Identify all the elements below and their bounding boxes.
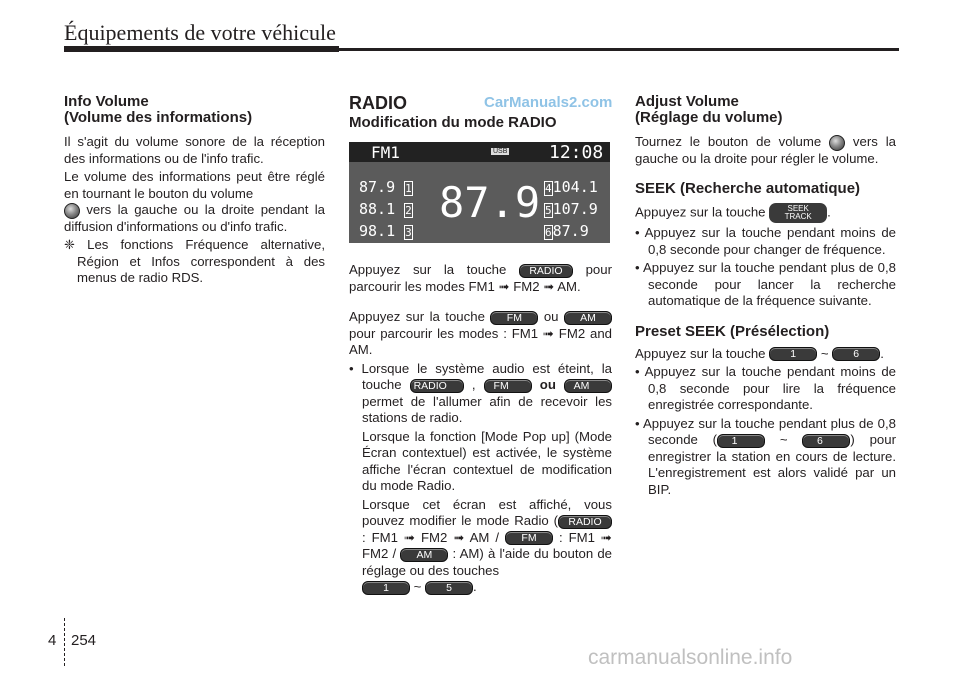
preset-bullet-2: • Appuyez sur la touche pendant plus de 0,8 seconde ( 1 ~ 6 ) pour enregistrer la station en cours de lecture. L'enregistrement est alors validé par un BIP. (635, 415, 896, 497)
info-volume-p2: Le volume des informations peut être réglé en tournant le bouton du volume vers la gauche ou la droite pendant la diffusion d'informations ou d'info trafic. (64, 169, 325, 234)
radio-key-2: RADIO (410, 379, 464, 393)
radio-p1: Appuyez sur la touche RADIO pour parcourir les modes FM1 ➟ FM2 ➟ AM. (349, 262, 612, 294)
radio-indent-2: Lorsque cet écran est affiché, vous pouvez modifier le mode Radio ( RADIO : FM1 ➟ FM2 ➟ AM / FM : FM1 ➟ FM2 / AM : AM) à l'aide du bouton de réglage ou des touches 1 ~ 5 . (362, 496, 612, 594)
right-column (635, 94, 896, 500)
info-volume-title: Info Volume (64, 93, 149, 110)
fm-key: FM (490, 311, 538, 325)
preset-bullet-1: • Appuyez sur la touche pendant moins de 0,8 seconde pour lire la fréquence enregistrée correspondante. (635, 364, 896, 413)
info-volume-p1: Il s'agit du volume sonore de la réception des informations ou de l'info trafic. (64, 134, 325, 166)
radio-display-image (349, 142, 610, 243)
page-number: 254 (71, 632, 97, 649)
preset-5-key: 5 (425, 581, 473, 595)
footer-watermark: carmanualsonline.info (588, 646, 793, 669)
fm-key-2: FM (484, 379, 532, 393)
radio-key: RADIO (519, 264, 573, 278)
preset-1-key-3: 1 (717, 434, 765, 448)
am-key-2: AM (564, 379, 612, 393)
display-band: FM1 (371, 143, 400, 162)
left-column (64, 94, 325, 289)
rds-note: ❈ Les fonctions Fréquence alternative, Région et Infos correspondent à des menus de radio RDS. (64, 237, 325, 286)
header-rule (64, 48, 899, 51)
preset-p: Appuyez sur la touche 1 ~ 6 . (635, 345, 884, 361)
preset-6-key: 6 (832, 347, 880, 361)
radio-bullet-1: • Lorsque le système audio est éteint, la touche RADIO , FM ou AM permet de l'allumer afin de recevoir les stations de radio. (349, 360, 612, 425)
adjust-volume-p1: Tournez le bouton de volume vers la gauche ou la droite pour régler le volume. (635, 134, 896, 166)
radio-key-3: RADIO (558, 515, 612, 529)
preset-seek-title: Preset SEEK (Présélection) (635, 322, 830, 340)
radio-indent-1: Lorsque la fonction [Mode Pop up] (Mode Écran contextuel) est activée, le système affiche l'écran contextuel de modification du mode Radio. (362, 428, 612, 493)
display-main-frequency: 87.9 (439, 178, 541, 227)
adjust-volume-subtitle: (Réglage du volume) (635, 109, 783, 126)
display-presets-right: 4104.1 5107.9 687.9 (545, 178, 598, 240)
preset-1-key: 1 (362, 581, 410, 595)
radio-p2: Appuyez sur la touche FM ou AM pour parcourir les modes : FM1 ➟ FM2 and AM. (349, 309, 612, 357)
display-time: 12:08 (549, 142, 604, 163)
chapter-number: 4 (48, 632, 57, 649)
watermark-text: CarManuals2.com (484, 94, 613, 111)
seek-title: SEEK (Recherche automatique) (635, 180, 861, 198)
adjust-volume-title: Adjust Volume (635, 93, 739, 110)
volume-knob-icon-2 (829, 135, 845, 151)
middle-column-body (349, 262, 612, 598)
preset-1-key-2: 1 (769, 347, 817, 361)
volume-knob-icon (64, 203, 80, 219)
am-key-3: AM (400, 548, 448, 562)
seek-bullet-2: • Appuyez sur la touche pendant plus de 0,8 seconde pour lancer la recherche automatique de la fréquence suivante. (635, 260, 896, 309)
radio-title: RADIO (349, 93, 407, 113)
display-presets-left: 87.9 1 88.1 2 98.1 3 (359, 178, 412, 240)
page-separator (64, 618, 66, 666)
info-volume-subtitle: (Volume des informations) (64, 109, 253, 126)
page-header-title: Équipements de votre véhicule (64, 20, 336, 45)
radio-subtitle: Modification du mode RADIO (349, 114, 557, 131)
seek-p: Appuyez sur la touche SEEK TRACK . (635, 204, 831, 222)
preset-6-key-2: 6 (802, 434, 850, 448)
seek-track-key: SEEK TRACK (769, 203, 827, 223)
seek-bullet-1: • Appuyez sur la touche pendant moins de 0,8 seconde pour changer de fréquence. (635, 225, 896, 257)
display-usb-icon: USB (493, 148, 508, 155)
fm-key-3: FM (505, 531, 553, 545)
am-key: AM (564, 311, 612, 325)
